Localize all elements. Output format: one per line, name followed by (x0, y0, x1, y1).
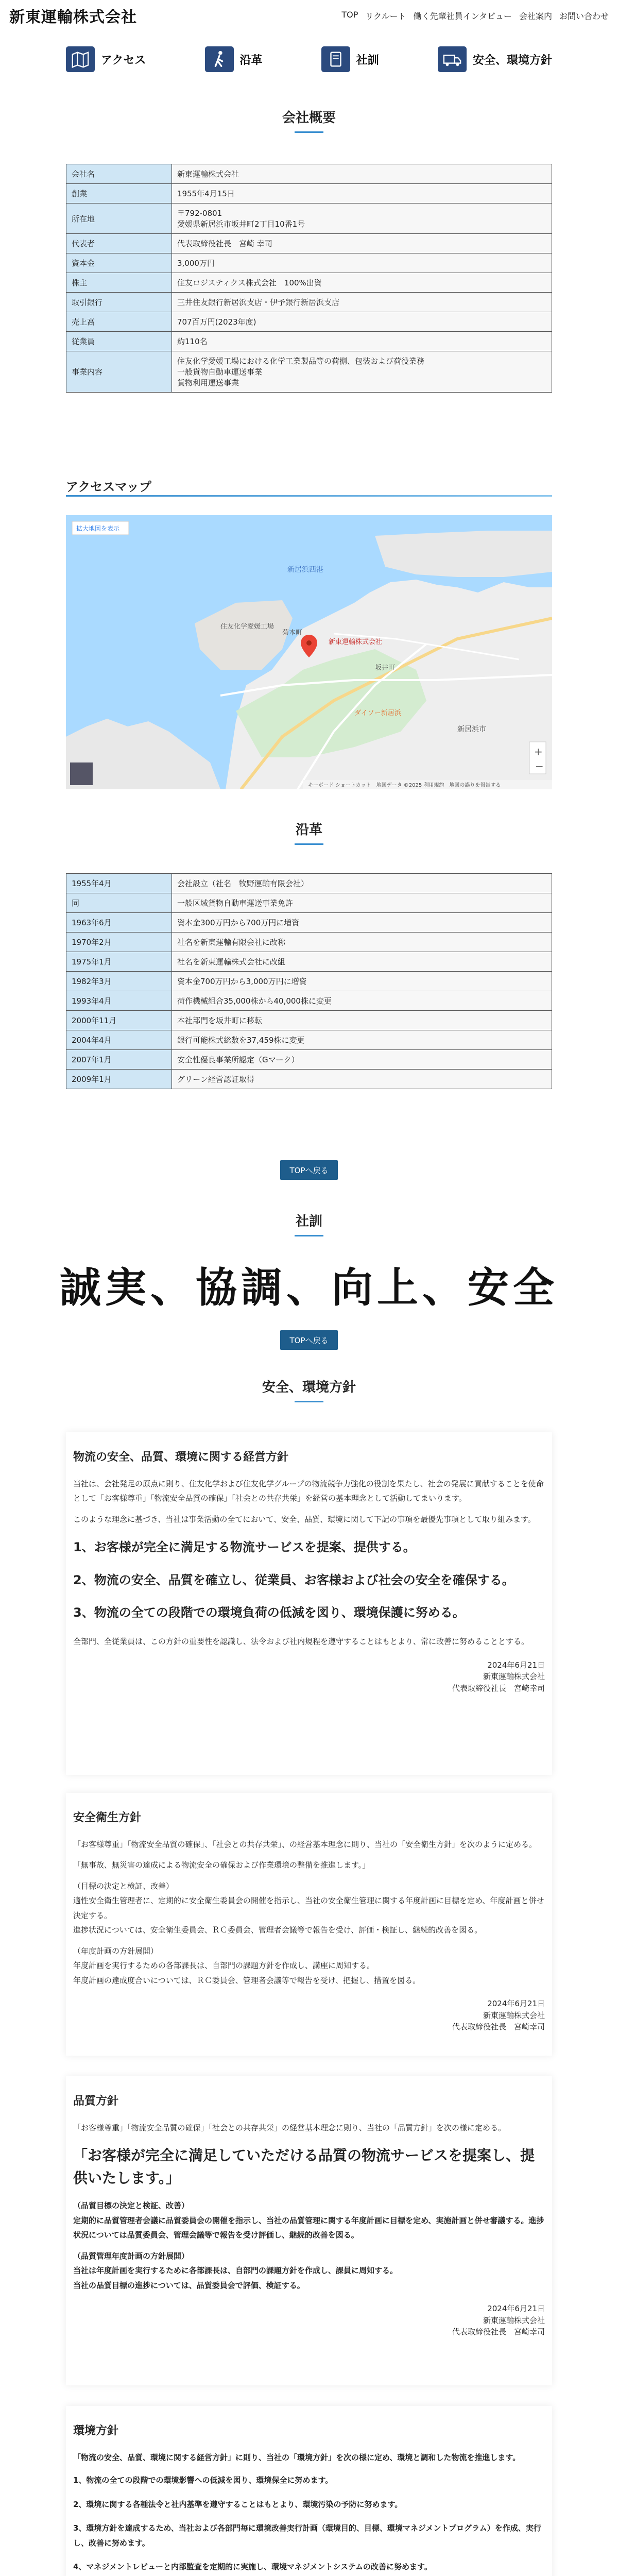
history-event: グリーン経営認証取得 (172, 1070, 552, 1089)
nav-link-contact[interactable]: お問い合わせ (559, 11, 609, 21)
overview-row (66, 204, 552, 234)
overview-value-line: 住友ロジスティクス株式会社 100%出資 (177, 278, 322, 287)
overview-value-line: 〒792-0801 (177, 209, 222, 218)
overview-key: 従業員 (66, 332, 172, 351)
policy-title: 安全、環境方針 (0, 1377, 618, 1402)
history-row (66, 952, 552, 972)
overview-value (172, 234, 552, 253)
map-enlarge-label: 拡大地図を表示 (76, 525, 120, 532)
site-title[interactable]: 新東運輸株式会社 (9, 8, 137, 26)
zoom-controls[interactable] (529, 742, 546, 774)
overview-value-line: 新東運輸株式会社 (177, 170, 239, 179)
person-walk-icon (205, 46, 234, 72)
safety-signature (73, 1998, 545, 2033)
access-map[interactable] (66, 515, 552, 789)
overview-value-line: 住友化学愛媛工場における化学工業製品等の荷捌、包装および荷役業務 (177, 357, 425, 366)
icon-nav-policy-label: 安全、環境方針 (472, 54, 552, 67)
overview-value-line: 約110名 (177, 337, 208, 346)
environment-item: 4、マネジメントレビューと内部監査を定期的に実施し、環境マネジメントシステムの改善に努めます。 (73, 2562, 432, 2572)
map-label-sakai: 坂井町 (375, 664, 396, 672)
management-policy-p3: 全部門、全従業員は、この方針の重要性を認識し、法令および社内規程を遵守することはもとより、常に改善に努めることとする。 (73, 1637, 529, 1647)
overview-key: 事業内容 (66, 351, 172, 393)
access-title: アクセスマップ (66, 477, 552, 497)
history-date: 1955年4月 (66, 874, 172, 893)
overview-row (66, 234, 552, 253)
history-date: 1970年2月 (66, 933, 172, 952)
management-policy-p2: このような理念に基づき、当社は事業活動の全てにおいて、安全、品質、環境に関して下記の事項を最優先事項として取り組みます。 (73, 1514, 536, 1524)
overview-row (66, 184, 552, 204)
history-date: 2009年1月 (66, 1070, 172, 1089)
overview-value (172, 184, 552, 204)
safety-policy-heading: 安全衛生方針 (73, 1811, 142, 1824)
overview-title: 会社概要 (0, 107, 618, 133)
svg-text:−: − (535, 760, 544, 772)
map-label-company: 新東運輸株式会社 (329, 638, 383, 646)
safety-policy-p1: 「お客様尊重」「物流安全品質の確保」、「社会との共存共栄」、の経営基本理念に則り、当社の「安全衛生方針」を次のように定める。 (73, 1839, 537, 1849)
overview-value-line: 1955年4月15日 (177, 189, 235, 198)
history-row (66, 893, 552, 913)
nav-link-company[interactable]: 会社案内 (519, 11, 552, 21)
history-event: 銀行可能株式総数を37,459株に変更 (172, 1030, 552, 1050)
nav-link-recruit[interactable]: リクルート (365, 11, 406, 21)
history-table (66, 873, 552, 1089)
signature-signer: 代表取締役社長 宮崎幸司 (452, 2022, 545, 2032)
history-row (66, 874, 552, 893)
management-signature (73, 1659, 545, 1694)
overview-value (172, 273, 552, 293)
map-label-city: 新居浜市 (457, 725, 486, 734)
quality-signature (73, 2303, 545, 2338)
map-attribution: キーボード ショートカット 地図データ ©2025 利用規約 地図の誤りを報告する (308, 783, 501, 788)
quality-policy-heading: 品質方針 (73, 2095, 119, 2108)
overview-row (66, 253, 552, 273)
history-date: 1975年1月 (66, 952, 172, 972)
overview-value-line: 一般貨物自動車運送事業 (177, 367, 263, 377)
overview-row (66, 312, 552, 332)
to-top-button-2[interactable]: TOPへ戻る (280, 1330, 338, 1350)
management-item-2: 2、物流の安全、品質を確立し、従業員、お客様および社会の安全を確保する。 (73, 1572, 514, 1587)
history-event: 社名を新東運輸有限会社に改称 (172, 933, 552, 952)
history-event: 本社部門を坂井町に移転 (172, 1011, 552, 1030)
overview-value (172, 312, 552, 332)
history-event: 資本金300万円から700万円に増資 (172, 913, 552, 933)
map-label-kikumoto: 菊本町 (282, 629, 303, 637)
overview-value (172, 164, 552, 184)
overview-value-line: 貨物利用運送事業 (177, 378, 239, 387)
motto-text: 誠実、協調、向上、安全 (60, 1263, 558, 1312)
signature-company: 新東運輸株式会社 (483, 2315, 545, 2325)
history-date: 同 (66, 893, 172, 913)
overview-row (66, 164, 552, 184)
map-label-store: ダイソー新居浜 (354, 709, 401, 717)
history-date: 2007年1月 (66, 1050, 172, 1070)
history-event: 資本金700万円から3,000万円に増資 (172, 972, 552, 991)
map-label-port: 新居浜西港 (287, 566, 323, 574)
overview-key: 取引銀行 (66, 293, 172, 312)
quality-policy-p1: 「お客様尊重」「物流安全品質の確保」「社会との共存共栄」の経営基本理念に則り、当社の「品質方針」を次の様に定める。 (73, 2123, 506, 2132)
icon-nav-access[interactable] (66, 46, 146, 72)
signature-date: 2024年6月21日 (487, 1660, 545, 1670)
to-top-button-1[interactable]: TOPへ戻る (280, 1160, 338, 1180)
overview-key: 株主 (66, 273, 172, 293)
map-layer-thumbnail[interactable] (70, 762, 93, 785)
nav-link-interview[interactable]: 働く先輩社員インタビュー (413, 11, 512, 21)
signature-date: 2024年6月21日 (487, 1999, 545, 2009)
overview-row (66, 293, 552, 312)
environment-item: 2、環境に関する各種法令と社内基準を遵守することはもとより、環境汚染の予防に努めます。 (73, 2499, 403, 2509)
environment-intro: 「物流の安全、品質、環境に関する経営方針」に則り、当社の「環境方針」を次の様に定め、環境と調和した物流を推進します。 (73, 2452, 521, 2462)
quality-s1: （品質目標の決定と検証、改善） (73, 2201, 190, 2211)
environment-list (73, 2473, 545, 2576)
icon-nav-motto[interactable] (321, 46, 379, 72)
history-date: 2004年4月 (66, 1030, 172, 1050)
management-item-1: 1、お客様が完全に満足する物流サービスを提案、提供する。 (73, 1540, 416, 1555)
truck-icon (438, 46, 467, 72)
history-row (66, 933, 552, 952)
overview-table (66, 164, 552, 393)
environment-item: 3、環境方針を達成するため、当社および各部門毎に環境改善実行計画（環境目的、目標、環境マネジメントプログラム）を作成、実行し、改善に努めます。 (73, 2523, 541, 2548)
overview-value-line: 3,000万円 (177, 259, 215, 268)
icon-nav-policy[interactable] (438, 46, 552, 72)
environment-policy-card (66, 2406, 552, 2576)
overview-value (172, 351, 552, 393)
overview-row (66, 351, 552, 393)
icon-nav-access-label: アクセス (101, 54, 146, 67)
overview-value-line: 三井住友銀行新居浜支店・伊予銀行新居浜支店 (177, 298, 340, 307)
svg-text:+: + (534, 745, 543, 758)
history-event: 社名を新東運輸株式会社に改組 (172, 952, 552, 972)
safety-policy-p7: 年度計画を実行するための各部課長は、自部門の課題方針を作成し、講座に周知する。 (73, 1961, 375, 1971)
motto-title: 社訓 (0, 1211, 618, 1236)
icon-nav-history-label: 沿革 (239, 54, 263, 67)
overview-value (172, 293, 552, 312)
overview-value-line: 代表取締役社長 宮崎 幸司 (177, 239, 272, 248)
signature-company: 新東運輸株式会社 (483, 1672, 545, 1682)
history-row (66, 972, 552, 991)
quality-s4: 当社は年度計画を実行するために各部課長は、自部門の課題方針を作成し、課員に周知する。 (73, 2266, 398, 2276)
safety-policy-p3: （目標の決定と検証、改善） (73, 1881, 174, 1891)
quality-s3: （品質管理年度計画の方針展開） (73, 2251, 190, 2261)
history-event: 一般区域貨物自動車運送事業免許 (172, 893, 552, 913)
icon-nav-history[interactable] (205, 46, 263, 72)
safety-policy-p6: （年度計画の方針展開） (73, 1946, 159, 1956)
overview-value (172, 332, 552, 351)
top-nav (341, 10, 609, 22)
history-event: 会社設立（社名 牧野運輸有限会社） (172, 874, 552, 893)
overview-value (172, 204, 552, 234)
management-policy-p1: 当社は、会社発足の原点に則り、住友化学および住友化学グループの物流競争力強化の役割を果たし、社会の発展に貢献することを使命として「お客様尊重」「物流安全品質の確保」「社会との共存共栄」を経営の基本理念として活動してまいります。 (73, 1479, 544, 1503)
history-date: 1982年3月 (66, 972, 172, 991)
history-row (66, 1050, 552, 1070)
signature-date: 2024年6月21日 (487, 2304, 545, 2314)
overview-value-line: 707百万円(2023年度) (177, 317, 256, 327)
overview-key: 会社名 (66, 164, 172, 184)
icon-nav-motto-label: 社訓 (356, 54, 379, 67)
safety-policy-card (66, 1793, 552, 2056)
environment-policy-heading: 環境方針 (73, 2425, 119, 2437)
management-item-3: 3、物流の全ての段階での環境負荷の低減を図り、環境保護に努める。 (73, 1605, 465, 1620)
nav-link-top[interactable]: TOP (341, 9, 358, 20)
environment-item: 1、物流の全ての段階での環境影響への低減を図り、環境保全に努めます。 (73, 2476, 333, 2485)
map-icon (66, 46, 95, 72)
overview-value-line: 愛媛県新居浜市坂井町2丁目10番1号 (177, 219, 305, 229)
site-header (0, 0, 618, 31)
history-row (66, 1030, 552, 1050)
safety-policy-p2: 「無事故、無災害の達成による物流安全の確保および作業環境の整備を推進します。」 (73, 1860, 370, 1870)
signature-signer: 代表取締役社長 宮崎幸司 (452, 1683, 545, 1693)
quality-highlight: 「お客様が完全に満足していただける品質の物流サービスを提案し、提供いたします。」 (73, 2147, 535, 2187)
quality-policy-card (66, 2076, 552, 2385)
history-row (66, 913, 552, 933)
section-icon-nav (66, 46, 552, 72)
overview-key: 創業 (66, 184, 172, 204)
history-title: 沿革 (0, 819, 618, 845)
history-event: 荷作機械組合35,000株から40,000株に変更 (172, 991, 552, 1011)
overview-row (66, 332, 552, 351)
safety-policy-p5: 進捗状況については、安全衛生委員会、ＲＣ委員会、管理者会議等で報告を受け、評価・検証し、継続的改善を図る。 (73, 1925, 483, 1935)
history-date: 2000年11月 (66, 1011, 172, 1030)
history-row (66, 1070, 552, 1089)
management-policy-card (66, 1432, 552, 1775)
overview-key: 代表者 (66, 234, 172, 253)
history-row (66, 991, 552, 1011)
overview-key: 売上高 (66, 312, 172, 332)
signature-signer: 代表取締役社長 宮崎幸司 (452, 2327, 545, 2337)
overview-key: 所在地 (66, 204, 172, 234)
management-policy-heading: 物流の安全、品質、環境に関する経営方針 (73, 1451, 289, 1464)
book-icon (321, 46, 350, 72)
overview-key: 資本金 (66, 253, 172, 273)
map-graphic (66, 515, 552, 789)
history-date: 1993年4月 (66, 991, 172, 1011)
signature-company: 新東運輸株式会社 (483, 2010, 545, 2020)
history-event: 安全性優良事業所認定（Gマーク） (172, 1050, 552, 1070)
map-label-factory: 住友化学愛媛工場 (220, 623, 274, 631)
quality-s5: 当社の品質目標の進捗については、品質委員会で評価、検証する。 (73, 2280, 305, 2290)
overview-row (66, 273, 552, 293)
history-date: 1963年6月 (66, 913, 172, 933)
safety-policy-p4: 適性安全衛生管理者に、定期的に安全衛生委員会の開催を指示し、当社の安全衛生管理に関する年度計画に目標を定め、年度計画と併せ決定する。 (73, 1896, 544, 1920)
overview-value (172, 253, 552, 273)
quality-s2: 定期的に品質管理者会議に品質委員会の開催を指示し、当社の品質管理に関する年度計画に目標を定め、実施計画と併せ審議する。進捗状況については品質委員会、管理会議等で報告を受け評価し、継続的改善を図る。 (73, 2215, 544, 2240)
safety-policy-p8: 年度計画の達成度合いについては、ＲＣ委員会、管理者会議等で報告を受け、把握し、措置を図る。 (73, 1975, 421, 1985)
history-row (66, 1011, 552, 1030)
